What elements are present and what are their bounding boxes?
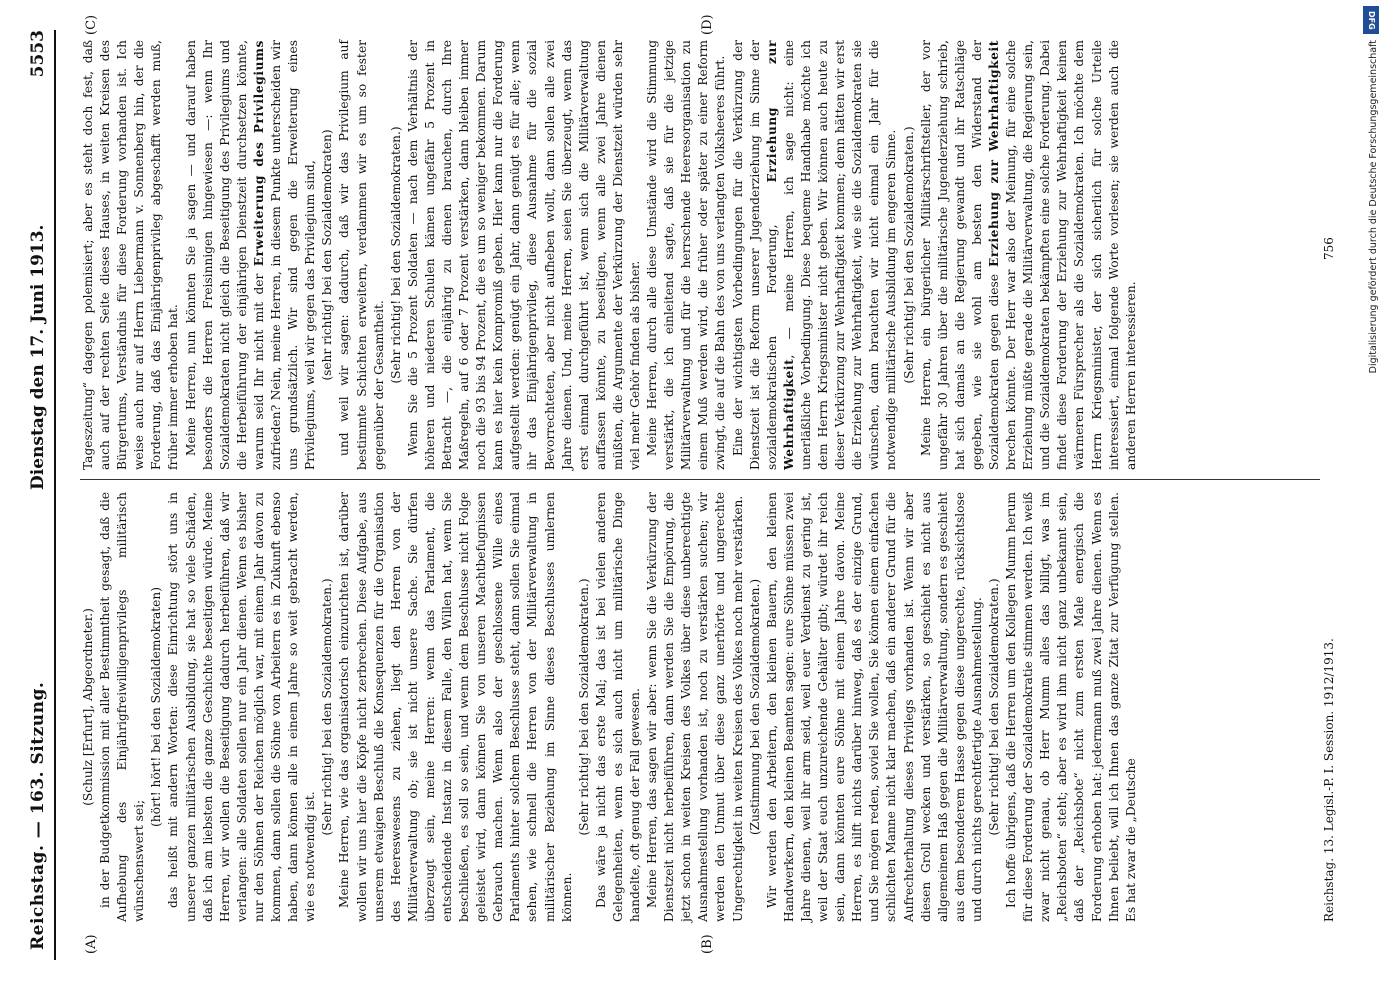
emphasis: Erziehung zur Wehrhaftigkeit <box>986 40 1001 267</box>
digitization-strip <box>1361 0 1383 1000</box>
footer-sheet-number: 756 <box>1322 237 1336 260</box>
paragraph: Wenn Sie die 5 Prozent Soldaten — nach dem Verhältnis der höheren und niederen Schulen kämen ungefähr 5 Prozent in Betracht —, die einjährig zu dienen brauchen, durch Ihre Maßregeln, auf 6 oder 7 Prozent verstärken, dann bleiben immer noch die 93 bis 94 Prozent, die es um so weniger bekommen. Darum kann es hier kein Kompromiß geben. Hier kann nur die Forderung aufgestellt werden: genügt ein Jahr, dann genügt es für alle; wenn ihr das Einjährigenprivileg, diese Ausnahme für die sozial Bevorrechteten, aber nicht aufheben wollt, dann sollen alle zwei Jahre dienen. Und, meine Herren, seien Sie überzeugt, wenn das erst einmal durchgeführt ist, wenn sich die Militärverwaltung auffassen könnte, zu beseitigen, wenn alle zwei Jahre dienen müßten, die Argumente der Verkürzung der Dienstzeit würden sehr viel mehr Gehör finden als bisher. <box>405 40 642 470</box>
interjection: (Schulz [Erfurt], Abgeordneter.) <box>81 608 95 806</box>
text-column-left <box>80 492 1140 922</box>
paragraph: Eine der wichtigsten Vorbedingungen für die Verkürzung der Dienstzeit ist die Reform unserer Jugenderziehung im Sinne der sozialdemokratischen Forderung, Erziehung zur Wehrhaftigkeit, — meine Herren, ich sage nicht: eine unerläßliche Vorbedingung. Diese bequeme Handhabe möchte ich dem Herrn Kriegsminister nicht geben. Wir können auch heute zu dieser Verkürzung zur Wehrhaftigkeit kommen; denn hätten wir erst die Erziehung zur Wehrhaftigkeit, wie sie die Sozialdemokraten sie wünschen, dann brauchten wir nicht einmal ein Jahr für die notwendige militärische Ausbildung im engeren Sinne. <box>730 40 899 470</box>
text-column-right <box>80 40 1140 470</box>
paragraph: Meine Herren, wie das organisatorisch einzurichten ist, darüber wollen wir uns hier die Köpfe nicht zerbrechen. Diese Aufgabe, aus unserem etwaigen Beschluß die Konsequenzen für die Organisation des Heereswesens zu ziehen, liegt den Herren von der Militärverwaltung ob; sie ist nicht unsere Sache. Sie dürfen überzeugt sein, meine Herren: wenn das Parlament, die entscheidende Instanz in diesem Falle, den Willen hat, wenn Sie beschließen, es soll so sein, und wenn dem Beschlusse nicht Folge geleistet wird, dann können Sie von unseren Machtbefugnissen Gebrauch machen. Wenn also der geschlossene Wille eines Parlaments hinter solchem Beschlusse steht, dann sollen Sie einmal sehen, wie schnell die Herren von der Militärverwaltung in militärischer Beziehung im Sinne dieses Beschlusses umlernen können. <box>337 492 574 922</box>
paragraph: Ich hoffe übrigens, daß die Herren um den Kollegen Mumm herum für diese Forderung der Sozialdemokratie stimmen werden. Ich weiß zwar nicht genau, ob Herr Mumm alles das billigt, was im „Reichsboten“ steht; aber es wird ihm nicht ganz unbekannt sein, daß der „Reichsbote“ nicht zum ersten Male energisch die Forderung erhoben hat: jedermann muß zwei Jahre dienen. Wenn es Ihnen beliebt, will ich Ihnen das ganze Zitat zur Verfügung stellen. Es hat zwar die „Deutsche <box>1004 492 1138 922</box>
header-rule <box>54 30 56 960</box>
margin-marker-a: (A) <box>84 934 99 954</box>
interjection: (sehr richtig! bei den Sozialdemokraten) <box>320 129 335 381</box>
interjection: (Sehr richtig! bei den Sozialdemokraten.) <box>320 578 335 836</box>
emphasis: Erziehung zur Wehrhaftigkeit <box>764 40 796 470</box>
dfg-logo: DFG <box>1363 6 1379 34</box>
paragraph: Meine Herren, nun könnten Sie ja sagen — und darauf haben besonders die Herren Freisinnigen hingewiesen —: wenn Ihr Sozialdemokraten nicht gleich die Beseitigung des Privilegiums und die Herbeiführung der einjährigen Dienstzeit durchsetzen könnte, warum seid Ihr nicht mit der Erweiterung des Privilegiums zufrieden? Nein, meine Herren, in diesem Punkte unterscheiden wir uns grundsätzlich. Wir sind gegen die Erweiterung eines Privilegiums, weil wir gegen das Privilegium sind, <box>183 39 318 470</box>
header-left: Reichstag. — 163. Sitzung. <box>28 681 48 950</box>
interjection: (Sehr richtig! bei den Sozialdemokraten.) <box>576 578 591 836</box>
paragraph: das heißt mit andern Worten: diese Einrichtung stört uns in unserer ganzen militärischen Ausbildung, sie hat so viele Schäden, daß ich am liebsten die ganze Geschichte beseitigen würde. Meine Herren, wir wollen die Beseitigung dadurch herbeiführen, daß wir verlangen: alle Soldaten sollen nur ein Jahr dienen. Wenn es bisher nur den Söhnen der Reichen möglich war, mit einem Jahr davon zu kommen, dann sollen die Söhne von Arbeitern es in Zukunft ebenso haben, dann können alle in einem Jahre so weit gebracht werden, wie es notwendig ist. <box>166 492 318 922</box>
paragraph: Meine Herren, das sagen wir aber: wenn Sie die Verkürzung der Dienstzeit nicht herbeiführen, dann werden Sie die Empörung, die jetzt schon in weiten Kreisen des Volkes über diese unberechtigte Ausnahmestellung vorhanden ist, noch zu verstärken suchen; wir werden den Unmut über diese ganz unerhörte und ungerechte Ungerechtigkeit in weiten Kreisen des Volkes noch mehr verstärken. <box>645 492 745 922</box>
footer-session: Reichstag. 13. Legisl.-P. I. Session. 1912/1913. <box>1322 638 1336 922</box>
interjection: (hört! hört! bei den Sozialdemokraten) <box>149 587 164 827</box>
margin-marker-c: (C) <box>84 14 99 35</box>
margin-marker-b: (B) <box>700 934 715 954</box>
page-number: 5553 <box>28 30 48 78</box>
interjection: (Sehr richtig! bei den Sozialdemokraten.) <box>901 126 916 384</box>
paragraph: Meine Herren, durch alle diese Umstände wird die Stimmung verstärkt, die ich einleitend sagte, daß sie für die jetzige Militärverwaltung und für die herrschende Heeresorganisation zu einem Muß werden wird, die früher oder später zu einer Reform zwingt, die auf die Bahn des von uns verlangten Volksheeres führt. <box>645 40 728 470</box>
interjection: (Zustimmung bei den Sozialdemokraten.) <box>747 578 762 836</box>
paragraph: und weil wir sagen: dadurch, daß wir das Privilegium auf bestimmte Schichten erweitern, verdammen wir es um so fester gegenüber der Gesamtheit. <box>337 40 386 470</box>
interjection: (Sehr richtig! bei den Sozialdemokraten.) <box>388 126 403 384</box>
margin-marker-d: (D) <box>700 14 715 35</box>
emphasis: Erweiterung des Privilegiums <box>251 39 266 267</box>
digitization-note: Digitalisierung gefördert durch die Deutsche Forschungsgemeinschaft <box>1368 40 1379 374</box>
paragraph: Wir werden den Arbeitern, den kleinen Bauern, den kleinen Handwerkern, den kleinen Beamten sagen: eure Söhne müssen zwei Jahre dienen, weil ihr arm seid, weil euer Verdienst zu gering ist, weil der Staat euch unzureichende Gehälter gibt; würdet ihr reich sein, dann könnten eure Söhne mit einem Jahre davon. Meine Herren, es hilft nichts darüber hinweg, daß es der einzige Grund, und Sie mögen reden, soviel Sie wollen, Sie können einem einfachen schlichten Manne nicht klar machen, daß ein anderer Grund für die Aufrechterhaltung dieses Privilegs vorhanden ist. Wenn wir aber diesen Groll wecken und verstärken, so geschieht es nicht aus allgemeinem Haß gegen die Militärverwaltung, sondern es geschieht aus dem besonderem Hasse gegen diese ungerechte, rücksichtslose und durch nichts gerechtfertigte Ausnahmestellung. <box>764 492 984 922</box>
interjection: (Sehr richtig! bei den Sozialdemokraten.) <box>986 578 1001 836</box>
column-divider <box>80 479 1320 480</box>
header-date: Dienstag den 17. Juni 1913. <box>28 224 48 490</box>
paragraph: in der Budgetkommission mit aller Bestimmtheit gesagt, daß die Aufhebung des Einjährigfreiwilligenprivilegs militärisch wünschenswert sei; <box>98 492 147 922</box>
paragraph: Meine Herren, ein bürgerlicher Militärschriftsteller, der vor ungefähr 30 Jahren über die militärische Jugenderziehung schrieb, hat sich damals an die Regierung gewandt und ihr Ratschläge gegeben, wie sie wohl am besten den Widerstand der Sozialdemokraten gegen diese Erziehung zur Wehrhaftigkeit brechen könnte. Der Herr war also der Meinung, für eine solche Erziehung müßte gerade die Militärverwaltung, die Regierung sein, und die Sozialdemokraten bekämpften eine solche Forderung. Dabei findet diese Forderung der Erziehung zur Wehrhaftigkeit keinen wärmeren Fürsprecher als die Sozialdemokraten. Ich möchte dem Herrn Kriegsminister, der sich sicherlich für solche Urteile interessiert, einmal folgende Worte vorlesen; sie werden auch die anderen Herren interessieren. <box>918 40 1138 470</box>
page-header <box>28 30 68 960</box>
paragraph: Das wäre ja nicht das erste Mal; das ist bei vielen anderen Gelegenheiten, wenn es sich auch nicht um militärische Dinge handelte, oft genug der Fall gewesen. <box>593 492 642 922</box>
paragraph: Tageszeitung“ dagegen polemisiert; aber es steht doch fest, daß auch auf der rechten Seite dieses Hauses, in weiten Kreisen des Bürgertums, Verständnis für diese Forderung vorhanden ist. Ich weise auch nur auf Herrn Liebermann v. Sonnenberg hin, der die Forderung, daß das Einjährigenprivileg abgeschafft werden muß, früher immer erhoben hat. <box>81 40 181 470</box>
